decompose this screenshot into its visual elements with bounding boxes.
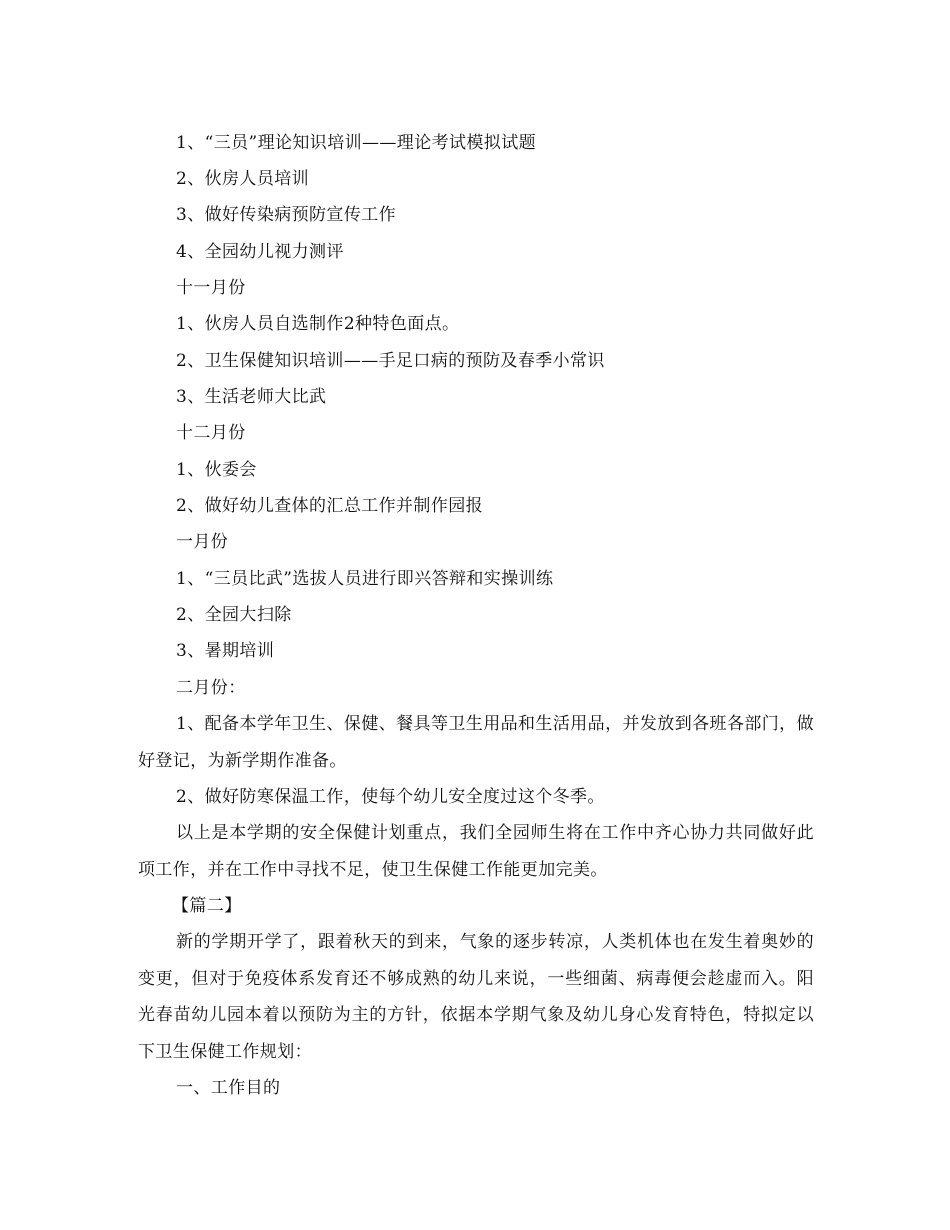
month-heading-november: 十一月份: [176, 278, 246, 298]
text-line-10: 1、伙委会: [176, 460, 257, 480]
section-heading: 【篇二】: [172, 896, 242, 916]
text-line-11: 2、做好幼儿查体的汇总工作并制作园报: [176, 496, 484, 516]
text-line-2: 2、伙房人员培训: [176, 169, 310, 189]
paragraph-intro: 新的学期开学了，跟着秋天的到来，气象的逐步转凉，人类机体也在发生着奥妙的变更，但对于免疫体系发育还不够成熟的幼儿来说，一些细菌、病毒便会趁虚而入。阳光春苗幼儿园本着以预防为主的方针，依据本学期气象及幼儿身心发育特色，特拟定以下卫生保健工作规划：: [138, 932, 814, 1062]
heading-work-purpose: 一、工作目的: [176, 1078, 281, 1098]
text-line-15: 3、暑期培训: [176, 641, 275, 661]
text-line-8: 3、生活老师大比武: [176, 387, 327, 407]
text-line-6: 1、伙房人员自选制作2种特色面点。: [176, 314, 460, 334]
month-heading-february: 二月份：: [176, 678, 246, 698]
month-heading-january: 一月份: [176, 532, 229, 552]
paragraph-supplies: 1、配备本学年卫生、保健、餐具等卫生用品和生活用品，并发放到各班各部门，做好登记，为新学期作准备。: [138, 714, 814, 771]
paragraph-winter: 2、做好防寒保温工作，使每个幼儿安全度过这个冬季。: [176, 787, 605, 807]
paragraph-summary: 以上是本学期的安全保健计划重点，我们全园师生将在工作中齐心协力共同做好此项工作，并在工作中寻找不足，使卫生保健工作能更加完美。: [138, 823, 814, 880]
text-line-7: 2、卫生保健知识培训——手足口病的预防及春季小常识: [176, 351, 605, 371]
text-line-14: 2、全园大扫除: [176, 605, 292, 625]
month-heading-december: 十二月份: [176, 423, 246, 443]
text-line-4: 4、全园幼儿视力测评: [176, 242, 344, 262]
text-line-3: 3、做好传染病预防宣传工作: [176, 205, 397, 225]
text-line-13: 1、“三员比武”选拔人员进行即兴答辩和实操训练: [176, 569, 554, 589]
text-line-1: 1、“三员”理论知识培训——理论考试模拟试题: [176, 133, 536, 153]
